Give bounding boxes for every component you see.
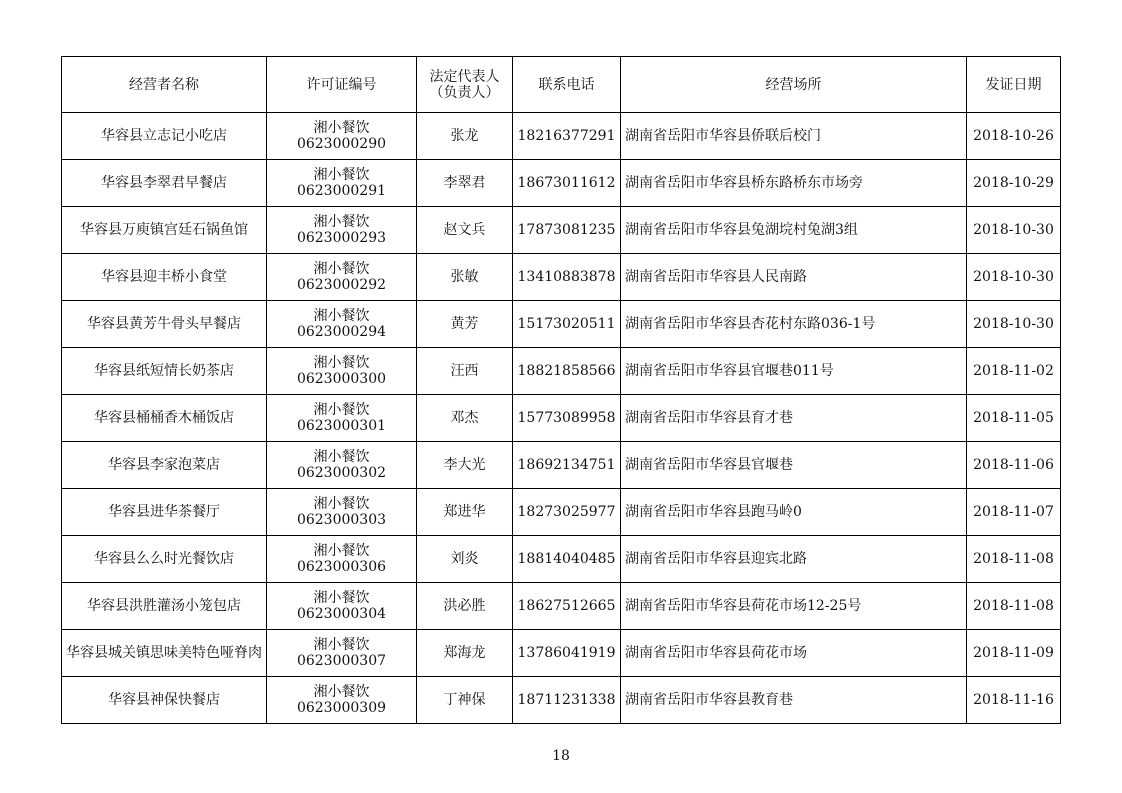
cell-address: 湖南省岳阳市华容县荷花市场12-25号 [621,583,967,630]
cell-address: 湖南省岳阳市华容县教育巷 [621,677,967,724]
cell-phone: 18627512665 [513,583,621,630]
cell-license-number: 湘小餐饮0623000302 [267,442,417,489]
cell-issue-date: 2018-10-26 [967,113,1061,160]
cell-legal-representative: 丁神保 [417,677,513,724]
cell-address: 湖南省岳阳市华容县荷花市场 [621,630,967,677]
cell-legal-representative: 赵文兵 [417,207,513,254]
table-row [62,583,1061,630]
cell-address: 湖南省岳阳市华容县兔湖垸村兔湖3组 [621,207,967,254]
cell-license-number: 湘小餐饮0623000290 [267,113,417,160]
cell-address: 湖南省岳阳市华容县侨联后校门 [621,113,967,160]
license-table [61,56,1061,724]
table-row [62,395,1061,442]
cell-legal-representative: 郑进华 [417,489,513,536]
table-body [62,113,1061,724]
cell-phone: 18273025977 [513,489,621,536]
cell-license-number: 湘小餐饮0623000309 [267,677,417,724]
cell-license-number: 湘小餐饮0623000306 [267,536,417,583]
cell-issue-date: 2018-11-07 [967,489,1061,536]
table-row [62,536,1061,583]
cell-operator-name: 华容县么么时光餐饮店 [62,536,267,583]
cell-address: 湖南省岳阳市华容县杏花村东路036-1号 [621,301,967,348]
header-issue-date: 发证日期 [967,57,1061,113]
cell-issue-date: 2018-10-30 [967,254,1061,301]
cell-legal-representative: 张龙 [417,113,513,160]
header-legal-representative-line1: 法定代表人 [429,68,500,85]
cell-issue-date: 2018-11-06 [967,442,1061,489]
cell-license-number: 湘小餐饮0623000301 [267,395,417,442]
cell-phone: 13410883878 [513,254,621,301]
cell-phone: 13786041919 [513,630,621,677]
cell-license-number: 湘小餐饮0623000303 [267,489,417,536]
cell-phone: 15773089958 [513,395,621,442]
cell-phone: 18814040485 [513,536,621,583]
cell-operator-name: 华容县神保快餐店 [62,677,267,724]
cell-phone: 18216377291 [513,113,621,160]
header-phone: 联系电话 [513,57,621,113]
cell-issue-date: 2018-11-08 [967,536,1061,583]
cell-issue-date: 2018-10-30 [967,301,1061,348]
cell-issue-date: 2018-10-30 [967,207,1061,254]
cell-address: 湖南省岳阳市华容县桥东路桥东市场旁 [621,160,967,207]
cell-address: 湖南省岳阳市华容县官堰巷011号 [621,348,967,395]
cell-legal-representative: 张敏 [417,254,513,301]
cell-legal-representative: 李翠君 [417,160,513,207]
page-number: 18 [552,748,570,764]
cell-phone: 18692134751 [513,442,621,489]
cell-legal-representative: 汪西 [417,348,513,395]
table-header-row [62,57,1061,113]
cell-license-number: 湘小餐饮0623000300 [267,348,417,395]
cell-operator-name: 华容县李家泡菜店 [62,442,267,489]
cell-address: 湖南省岳阳市华容县育才巷 [621,395,967,442]
cell-operator-name: 华容县城关镇思味美特色哑脊肉 [62,630,267,677]
cell-issue-date: 2018-11-16 [967,677,1061,724]
header-legal-representative [417,57,513,113]
cell-phone: 17873081235 [513,207,621,254]
cell-operator-name: 华容县万庾镇宫廷石锅鱼馆 [62,207,267,254]
cell-issue-date: 2018-11-02 [967,348,1061,395]
cell-license-number: 湘小餐饮0623000307 [267,630,417,677]
cell-legal-representative: 黄芳 [417,301,513,348]
cell-phone: 18673011612 [513,160,621,207]
table-row [62,301,1061,348]
cell-address: 湖南省岳阳市华容县官堰巷 [621,442,967,489]
table-row [62,254,1061,301]
cell-legal-representative: 洪必胜 [417,583,513,630]
table-row [62,113,1061,160]
cell-license-number: 湘小餐饮0623000291 [267,160,417,207]
cell-issue-date: 2018-10-29 [967,160,1061,207]
cell-operator-name: 华容县桶桶香木桶饭店 [62,395,267,442]
table-row [62,489,1061,536]
cell-legal-representative: 刘炎 [417,536,513,583]
cell-phone: 18821858566 [513,348,621,395]
cell-address: 湖南省岳阳市华容县迎宾北路 [621,536,967,583]
header-legal-representative-line2: （负责人） [429,84,500,101]
table-row [62,442,1061,489]
header-operator-name: 经营者名称 [62,57,267,113]
cell-legal-representative: 郑海龙 [417,630,513,677]
cell-address: 湖南省岳阳市华容县跑马岭0 [621,489,967,536]
cell-phone: 15173020511 [513,301,621,348]
cell-phone: 18711231338 [513,677,621,724]
header-address: 经营场所 [621,57,967,113]
cell-operator-name: 华容县进华茶餐厅 [62,489,267,536]
cell-issue-date: 2018-11-09 [967,630,1061,677]
cell-license-number: 湘小餐饮0623000292 [267,254,417,301]
table-row [62,677,1061,724]
table-row [62,207,1061,254]
cell-license-number: 湘小餐饮0623000304 [267,583,417,630]
cell-issue-date: 2018-11-08 [967,583,1061,630]
header-license-number: 许可证编号 [267,57,417,113]
cell-issue-date: 2018-11-05 [967,395,1061,442]
cell-legal-representative: 邓杰 [417,395,513,442]
cell-license-number: 湘小餐饮0623000294 [267,301,417,348]
cell-operator-name: 华容县立志记小吃店 [62,113,267,160]
cell-operator-name: 华容县迎丰桥小食堂 [62,254,267,301]
cell-address: 湖南省岳阳市华容县人民南路 [621,254,967,301]
cell-operator-name: 华容县纸短情长奶茶店 [62,348,267,395]
table-row [62,630,1061,677]
cell-legal-representative: 李大光 [417,442,513,489]
cell-license-number: 湘小餐饮0623000293 [267,207,417,254]
table-row [62,348,1061,395]
table-row [62,160,1061,207]
cell-operator-name: 华容县洪胜灌汤小笼包店 [62,583,267,630]
cell-operator-name: 华容县黄芳牛骨头早餐店 [62,301,267,348]
cell-operator-name: 华容县李翠君早餐店 [62,160,267,207]
